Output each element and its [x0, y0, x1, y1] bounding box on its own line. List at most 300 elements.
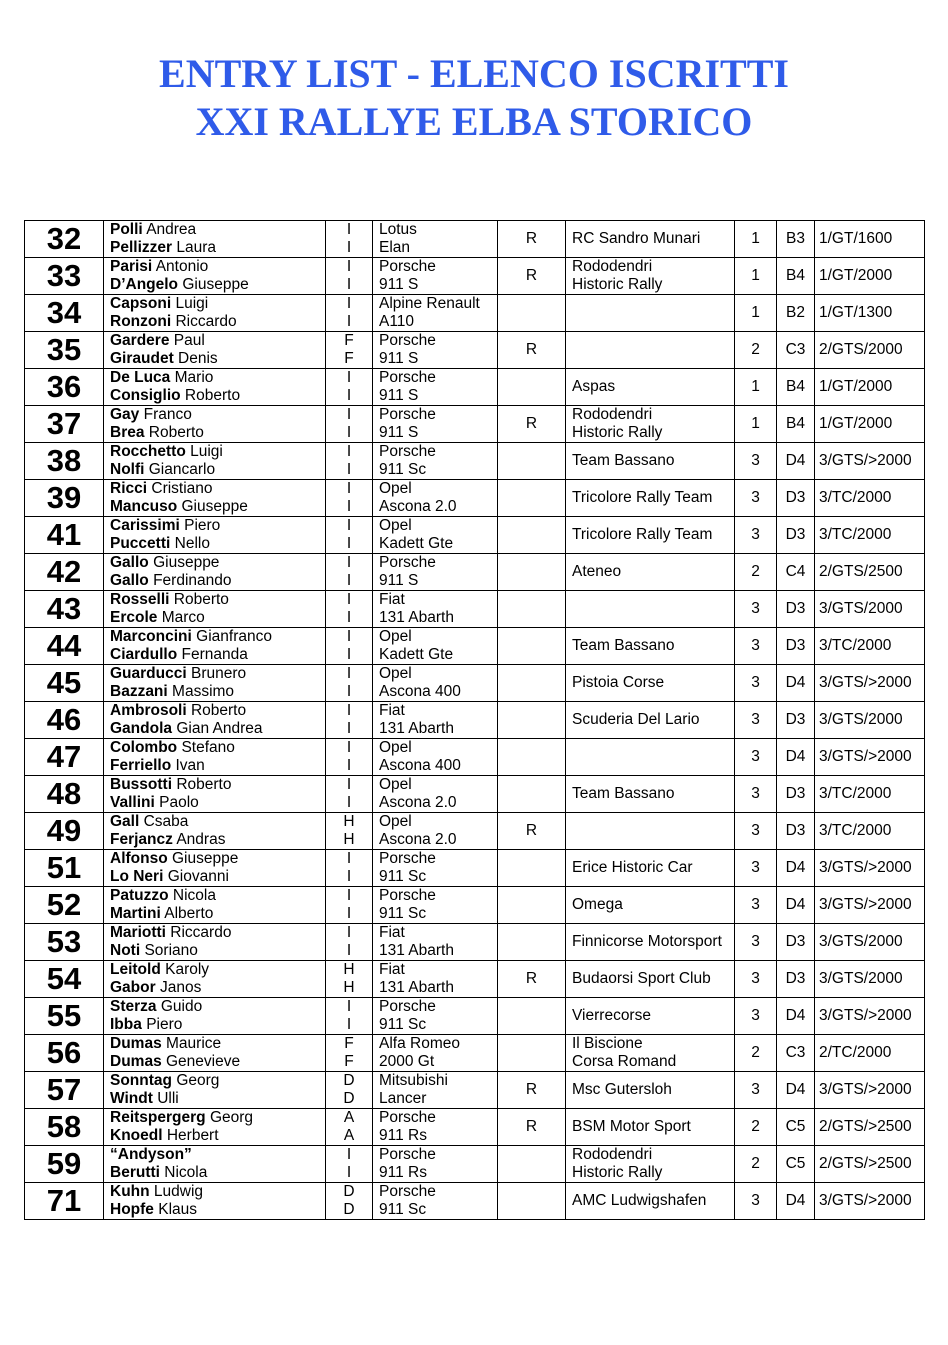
category-cell: 1/GT/1600	[815, 221, 925, 258]
team-cell	[566, 1072, 735, 1109]
codriver-name: Andras	[176, 831, 226, 848]
codriver-line	[110, 646, 325, 664]
entry-number: 42	[25, 554, 104, 591]
group-cell: 3	[735, 924, 777, 961]
codriver-line	[110, 535, 325, 553]
entry-number: 49	[25, 813, 104, 850]
driver-surname: Parisi	[110, 258, 153, 275]
driver-nationality: D	[343, 1183, 355, 1200]
codriver-surname: Nolfi	[110, 461, 145, 478]
team-name-line-1: Rododendri	[572, 1146, 653, 1163]
driver-surname: Rosselli	[110, 591, 170, 608]
driver-surname: De Luca	[110, 369, 171, 386]
car-cell	[373, 295, 498, 332]
team-cell	[566, 480, 735, 517]
crew-cell	[104, 1183, 326, 1220]
car-cell	[373, 1109, 498, 1146]
class-cell: C3	[777, 1035, 815, 1072]
group-cell: 1	[735, 221, 777, 258]
codriver-line	[110, 683, 325, 701]
codriver-nationality: I	[346, 276, 352, 293]
driver-surname: Alfonso	[110, 850, 168, 867]
group-cell: 3	[735, 776, 777, 813]
table-row	[25, 1146, 925, 1183]
entry-number: 33	[25, 258, 104, 295]
team-name: Scuderia Del Lario	[572, 711, 700, 728]
codriver-name: Klaus	[158, 1201, 198, 1218]
driver-name: Georg	[209, 1109, 254, 1126]
team-name: Tricolore Rally Team	[572, 489, 713, 506]
codriver-name: Roberto	[184, 387, 241, 404]
category-cell: 2/TC/2000	[815, 1035, 925, 1072]
category-cell: 2/GTS/2000	[815, 332, 925, 369]
crew-cell	[104, 887, 326, 924]
driver-surname: Carissimi	[110, 517, 180, 534]
category-cell: 1/GT/1300	[815, 295, 925, 332]
r-flag-cell	[498, 665, 566, 702]
nationality-cell	[326, 776, 373, 813]
driver-line	[110, 1109, 325, 1127]
car-model: Ascona 2.0	[379, 498, 457, 515]
category-cell: 2/GTS/2500	[815, 554, 925, 591]
car-make: Lotus	[379, 221, 417, 238]
r-flag-cell	[498, 924, 566, 961]
nationality-cell	[326, 258, 373, 295]
group-cell: 2	[735, 1146, 777, 1183]
driver-nationality: I	[346, 295, 352, 312]
car-model: Ascona 400	[379, 757, 461, 774]
crew-cell	[104, 1072, 326, 1109]
codriver-nationality: I	[346, 572, 352, 589]
driver-surname: Reitspergerg	[110, 1109, 206, 1126]
codriver-name: Giuseppe	[181, 498, 248, 515]
codriver-surname: Ercole	[110, 609, 158, 626]
driver-name: Cristiano	[151, 480, 213, 497]
nationality-cell	[326, 1183, 373, 1220]
category-cell: 3/GTS/>2000	[815, 998, 925, 1035]
category-cell: 3/GTS/>2000	[815, 887, 925, 924]
crew-cell	[104, 739, 326, 776]
codriver-nationality: I	[346, 313, 352, 330]
car-make: Mitsubishi	[379, 1072, 448, 1089]
nationality-cell	[326, 628, 373, 665]
category-cell: 3/TC/2000	[815, 480, 925, 517]
table-row	[25, 443, 925, 480]
team-name: Tricolore Rally Team	[572, 526, 713, 543]
driver-name: Roberto	[176, 776, 232, 793]
class-cell: C5	[777, 1146, 815, 1183]
group-cell: 3	[735, 998, 777, 1035]
table-row	[25, 591, 925, 628]
driver-line	[110, 739, 325, 757]
car-model: 911 S	[379, 276, 419, 293]
crew-cell	[104, 665, 326, 702]
table-row	[25, 776, 925, 813]
car-model: 911 Sc	[379, 1201, 427, 1218]
car-model: 131 Abarth	[379, 942, 454, 959]
team-name-line-2: Historic Rally	[572, 424, 663, 441]
category-cell: 3/TC/2000	[815, 813, 925, 850]
category-cell: 2/GTS/>2500	[815, 1109, 925, 1146]
car-model: 911 S	[379, 424, 419, 441]
team-name: Team Bassano	[572, 452, 675, 469]
codriver-name: Nello	[174, 535, 210, 552]
team-name: RC Sandro Munari	[572, 230, 701, 247]
group-cell: 3	[735, 887, 777, 924]
driver-name: Guido	[160, 998, 203, 1015]
table-row	[25, 702, 925, 739]
driver-name: Giuseppe	[172, 850, 239, 867]
codriver-name: Ulli	[157, 1090, 179, 1107]
table-row	[25, 406, 925, 443]
driver-nationality: H	[343, 961, 355, 978]
nationality-cell	[326, 998, 373, 1035]
driver-name: Giuseppe	[153, 554, 220, 571]
codriver-nationality: I	[346, 757, 352, 774]
team-cell	[566, 369, 735, 406]
car-make: Opel	[379, 480, 412, 497]
class-cell: C5	[777, 1109, 815, 1146]
car-make: Fiat	[379, 591, 405, 608]
class-cell: B4	[777, 406, 815, 443]
nationality-cell	[326, 332, 373, 369]
team-cell	[566, 221, 735, 258]
codriver-line	[110, 276, 325, 294]
r-flag-cell	[498, 443, 566, 480]
codriver-nationality: I	[346, 1016, 352, 1033]
codriver-line	[110, 609, 325, 627]
r-flag-cell	[498, 517, 566, 554]
codriver-line	[110, 572, 325, 590]
driver-surname: Gay	[110, 406, 140, 423]
codriver-name: Soriano	[144, 942, 198, 959]
car-cell	[373, 258, 498, 295]
nationality-cell	[326, 443, 373, 480]
car-model: Kadett Gte	[379, 646, 454, 663]
car-make: Porsche	[379, 1183, 436, 1200]
class-cell: D3	[777, 961, 815, 998]
class-cell: D4	[777, 739, 815, 776]
codriver-surname: Knoedl	[110, 1127, 163, 1144]
driver-line	[110, 369, 325, 387]
group-cell: 3	[735, 591, 777, 628]
car-cell	[373, 591, 498, 628]
group-cell: 3	[735, 813, 777, 850]
codriver-nationality: I	[346, 683, 352, 700]
team-cell	[566, 295, 735, 332]
category-cell: 2/GTS/>2500	[815, 1146, 925, 1183]
codriver-name: Piero	[146, 1016, 183, 1033]
team-cell	[566, 998, 735, 1035]
codriver-surname: Windt	[110, 1090, 153, 1107]
r-flag-cell	[498, 591, 566, 628]
driver-line	[110, 850, 325, 868]
entry-number: 58	[25, 1109, 104, 1146]
car-model: Kadett Gte	[379, 535, 454, 552]
r-flag-cell: R	[498, 1072, 566, 1109]
codriver-surname: Ciardullo	[110, 646, 178, 663]
codriver-name: Alberto	[164, 905, 214, 922]
entry-number: 44	[25, 628, 104, 665]
car-make: Porsche	[379, 406, 436, 423]
crew-cell	[104, 813, 326, 850]
team-name: Pistoia Corse	[572, 674, 665, 691]
r-flag-cell	[498, 998, 566, 1035]
team-cell	[566, 813, 735, 850]
car-make: Porsche	[379, 887, 436, 904]
driver-nationality: I	[346, 702, 352, 719]
driver-nationality: I	[346, 517, 352, 534]
car-make: Opel	[379, 739, 412, 756]
driver-surname: Kuhn	[110, 1183, 150, 1200]
team-name-line-1: Rododendri	[572, 258, 653, 275]
entry-number: 34	[25, 295, 104, 332]
codriver-name: Marco	[161, 609, 205, 626]
codriver-line	[110, 424, 325, 442]
class-cell: B4	[777, 258, 815, 295]
driver-surname: Gardere	[110, 332, 170, 349]
codriver-line	[110, 1016, 325, 1034]
team-name: Aspas	[572, 378, 616, 395]
team-cell	[566, 665, 735, 702]
codriver-name: Ferdinando	[153, 572, 232, 589]
crew-cell	[104, 1146, 326, 1183]
car-model: 911 S	[379, 572, 419, 589]
codriver-line	[110, 868, 325, 886]
codriver-nationality: I	[346, 535, 352, 552]
car-cell	[373, 369, 498, 406]
car-cell	[373, 406, 498, 443]
car-model: Elan	[379, 239, 411, 256]
car-model: 131 Abarth	[379, 720, 454, 737]
group-cell: 3	[735, 665, 777, 702]
nationality-cell	[326, 1035, 373, 1072]
class-cell: D4	[777, 1183, 815, 1220]
team-name-line-2: Historic Rally	[572, 1164, 663, 1181]
codriver-name: Riccardo	[175, 313, 237, 330]
crew-cell	[104, 480, 326, 517]
table-row	[25, 258, 925, 295]
class-cell: C3	[777, 332, 815, 369]
driver-nationality: I	[346, 850, 352, 867]
table-row	[25, 221, 925, 258]
group-cell: 3	[735, 443, 777, 480]
driver-line	[110, 665, 325, 683]
nationality-cell	[326, 406, 373, 443]
codriver-name: Paolo	[159, 794, 199, 811]
table-row	[25, 1035, 925, 1072]
entry-number: 41	[25, 517, 104, 554]
codriver-nationality: I	[346, 461, 352, 478]
codriver-name: Laura	[176, 239, 216, 256]
r-flag-cell	[498, 1183, 566, 1220]
car-cell	[373, 332, 498, 369]
nationality-cell	[326, 517, 373, 554]
codriver-surname: Consiglio	[110, 387, 181, 404]
driver-surname: Gall	[110, 813, 140, 830]
codriver-surname: Gallo	[110, 572, 149, 589]
crew-cell	[104, 554, 326, 591]
car-make: Fiat	[379, 924, 405, 941]
table-row	[25, 369, 925, 406]
r-flag-cell	[498, 295, 566, 332]
class-cell: D3	[777, 813, 815, 850]
driver-surname: Colombo	[110, 739, 178, 756]
codriver-surname: Ronzoni	[110, 313, 172, 330]
table-row	[25, 1072, 925, 1109]
driver-surname: Leitold	[110, 961, 161, 978]
driver-line	[110, 924, 325, 942]
team-name: Msc Gutersloh	[572, 1081, 672, 1098]
entry-number: 36	[25, 369, 104, 406]
nationality-cell	[326, 295, 373, 332]
car-make: Alpine Renault	[379, 295, 480, 312]
crew-cell	[104, 517, 326, 554]
group-cell: 2	[735, 554, 777, 591]
entry-number: 55	[25, 998, 104, 1035]
codriver-nationality: D	[343, 1201, 355, 1218]
driver-name: Paul	[173, 332, 205, 349]
category-cell: 3/GTS/>2000	[815, 1183, 925, 1220]
entry-number: 52	[25, 887, 104, 924]
crew-cell	[104, 628, 326, 665]
driver-surname: “Andyson”	[110, 1146, 192, 1163]
codriver-surname: Berutti	[110, 1164, 160, 1181]
class-cell: B3	[777, 221, 815, 258]
nationality-cell	[326, 591, 373, 628]
table-row	[25, 665, 925, 702]
r-flag-cell: R	[498, 813, 566, 850]
driver-name: Csaba	[143, 813, 189, 830]
team-cell	[566, 702, 735, 739]
codriver-surname: Bazzani	[110, 683, 168, 700]
car-cell	[373, 443, 498, 480]
group-cell: 3	[735, 1072, 777, 1109]
driver-surname: Rocchetto	[110, 443, 186, 460]
car-cell	[373, 739, 498, 776]
nationality-cell	[326, 480, 373, 517]
crew-cell	[104, 850, 326, 887]
driver-name: Nicola	[172, 887, 216, 904]
category-cell: 1/GT/2000	[815, 369, 925, 406]
driver-line	[110, 776, 325, 794]
group-cell: 1	[735, 295, 777, 332]
entry-number: 71	[25, 1183, 104, 1220]
driver-nationality: I	[346, 739, 352, 756]
driver-name: Maurice	[166, 1035, 222, 1052]
car-make: Opel	[379, 813, 412, 830]
codriver-nationality: H	[343, 831, 355, 848]
category-cell: 3/TC/2000	[815, 517, 925, 554]
codriver-line	[110, 498, 325, 516]
crew-cell	[104, 776, 326, 813]
class-cell: D3	[777, 924, 815, 961]
r-flag-cell: R	[498, 332, 566, 369]
driver-nationality: A	[343, 1109, 355, 1126]
driver-line	[110, 554, 325, 572]
team-name: Erice Historic Car	[572, 859, 693, 876]
codriver-nationality: F	[344, 1053, 354, 1070]
driver-line	[110, 406, 325, 424]
table-row	[25, 517, 925, 554]
driver-nationality: I	[346, 776, 352, 793]
codriver-surname: Lo Neri	[110, 868, 164, 885]
codriver-line	[110, 794, 325, 812]
codriver-line	[110, 387, 325, 405]
class-cell: D3	[777, 628, 815, 665]
driver-nationality: I	[346, 628, 352, 645]
car-make: Fiat	[379, 961, 405, 978]
nationality-cell	[326, 1109, 373, 1146]
codriver-surname: Noti	[110, 942, 141, 959]
crew-cell	[104, 369, 326, 406]
group-cell: 3	[735, 961, 777, 998]
group-cell: 3	[735, 480, 777, 517]
team-cell	[566, 850, 735, 887]
driver-surname: Patuzzo	[110, 887, 169, 904]
codriver-nationality: I	[346, 720, 352, 737]
driver-line	[110, 702, 325, 720]
car-cell	[373, 776, 498, 813]
driver-nationality: I	[346, 221, 352, 238]
driver-line	[110, 591, 325, 609]
crew-cell	[104, 1035, 326, 1072]
r-flag-cell: R	[498, 406, 566, 443]
driver-line	[110, 628, 325, 646]
group-cell: 3	[735, 850, 777, 887]
car-model: Ascona 2.0	[379, 794, 457, 811]
class-cell: D3	[777, 776, 815, 813]
driver-line	[110, 1072, 325, 1090]
codriver-surname: Puccetti	[110, 535, 171, 552]
car-model: Lancer	[379, 1090, 427, 1107]
car-make: Porsche	[379, 332, 436, 349]
codriver-nationality: I	[346, 794, 352, 811]
category-cell: 3/TC/2000	[815, 776, 925, 813]
group-cell: 2	[735, 1035, 777, 1072]
r-flag-cell	[498, 554, 566, 591]
team-cell	[566, 887, 735, 924]
driver-line	[110, 295, 325, 313]
crew-cell	[104, 406, 326, 443]
codriver-nationality: I	[346, 942, 352, 959]
car-make: Opel	[379, 628, 412, 645]
codriver-name: Gian Andrea	[176, 720, 263, 737]
car-model: Ascona 2.0	[379, 831, 457, 848]
r-flag-cell: R	[498, 961, 566, 998]
category-cell: 1/GT/2000	[815, 258, 925, 295]
driver-nationality: I	[346, 258, 352, 275]
car-cell	[373, 554, 498, 591]
car-make: Opel	[379, 776, 412, 793]
codriver-surname: Brea	[110, 424, 145, 441]
car-model: 911 S	[379, 350, 419, 367]
r-flag-cell: R	[498, 221, 566, 258]
table-row	[25, 887, 925, 924]
codriver-nationality: H	[343, 979, 355, 996]
driver-surname: Ambrosoli	[110, 702, 187, 719]
codriver-surname: D’Angelo	[110, 276, 179, 293]
team-cell	[566, 739, 735, 776]
class-cell: B4	[777, 369, 815, 406]
nationality-cell	[326, 924, 373, 961]
codriver-line	[110, 1201, 325, 1219]
group-cell: 3	[735, 1183, 777, 1220]
codriver-name: Giuseppe	[182, 276, 249, 293]
driver-line	[110, 961, 325, 979]
class-cell: D3	[777, 517, 815, 554]
group-cell: 3	[735, 739, 777, 776]
